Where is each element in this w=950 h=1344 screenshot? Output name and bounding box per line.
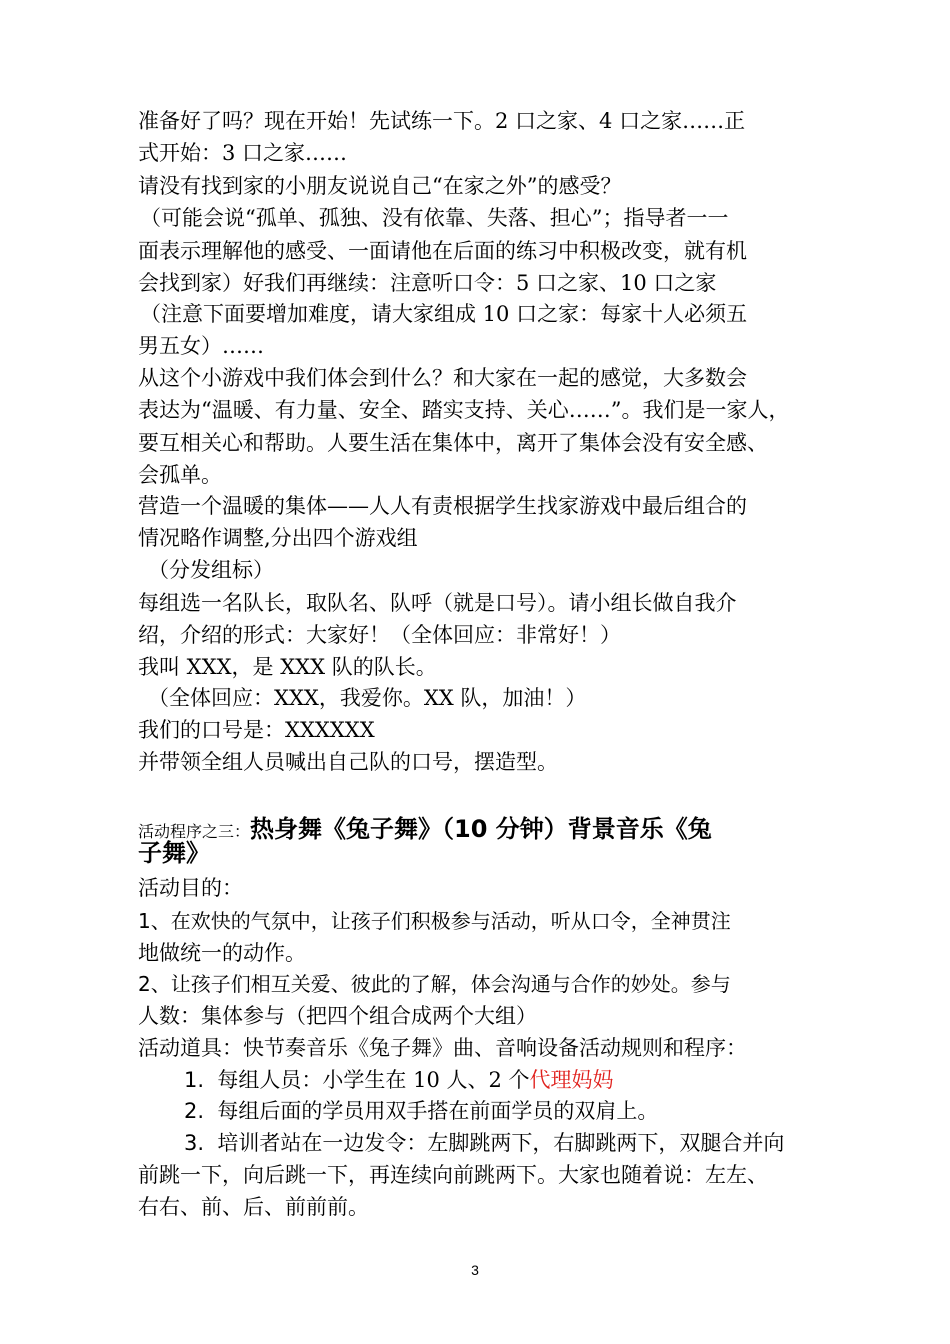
paragraph-line: （可能会说“孤单、孤独、没有依靠、失落、担心”；指导者一一 xyxy=(140,206,729,230)
list-item xyxy=(184,1064,614,1096)
list-item xyxy=(184,1095,658,1127)
list-number: 1. xyxy=(184,1068,205,1092)
paragraph-line: 请没有找到家的小朋友说说自己“在家之外”的感受？ xyxy=(138,174,622,198)
paragraph-line: 活动目的： xyxy=(138,876,243,900)
page-number: 3 xyxy=(471,1262,479,1278)
paragraph-line: 前跳一下，向后跳一下，再连续向前跳两下。大家也随着说：左左、 xyxy=(138,1163,768,1187)
paragraph-line: 活动道具：快节奏音乐《兔子舞》曲、音响设备活动规则和程序： xyxy=(138,1036,747,1060)
paragraph-line: 人数：集体参与（把四个组合成两个大组） xyxy=(138,1004,537,1028)
paragraph-line: 从这个小游戏中我们体会到什么？和大家在一起的感觉，大多数会 xyxy=(138,366,747,390)
paragraph-line: 绍，介绍的形式：大家好！（全体回应：非常好！） xyxy=(138,623,621,647)
paragraph-line: 并带领全组人员喊出自己队的口号，摆造型。 xyxy=(138,750,558,774)
paragraph-line: 男五女）…… xyxy=(138,334,264,358)
section-heading-title: 热身舞《兔子舞》（10 分钟）背景音乐《兔 xyxy=(250,815,712,843)
paragraph-line: 表达为“温暖、有力量、安全、踏实支持、关心……”。我们是一家人， xyxy=(138,398,790,422)
paragraph-line: （分发组标） xyxy=(148,558,274,582)
paragraph-line: 我们的口号是：XXXXXX xyxy=(138,718,375,742)
list-number: 2. xyxy=(184,1099,205,1123)
list-text: 培训者站在一边发令：左脚跳两下，右脚跳两下，双腿合并向 xyxy=(217,1131,785,1155)
list-item xyxy=(184,1127,784,1159)
paragraph-line: 式开始：3 口之家…… xyxy=(138,141,348,165)
paragraph-line: （全体回应：XXX，我爱你。XX 队，加油！） xyxy=(148,686,587,710)
highlighted-text: 代理妈妈 xyxy=(529,1068,614,1092)
paragraph-line: 地做统一的动作。 xyxy=(138,941,306,965)
section-heading xyxy=(138,812,712,849)
list-number: 3. xyxy=(184,1131,205,1155)
paragraph-line: 会孤单。 xyxy=(138,463,222,487)
section-heading-title-cont: 子舞》 xyxy=(138,839,210,867)
paragraph-line: 情况略作调整,分出四个游戏组 xyxy=(138,526,418,550)
paragraph-line: 2、让孩子们相互关爱、彼此的了解，体会沟通与合作的妙处。参与 xyxy=(138,972,731,996)
section-heading-prefix: 活动程序之三： xyxy=(138,822,251,841)
list-text: 每组后面的学员用双手搭在前面学员的双肩上。 xyxy=(217,1099,659,1123)
paragraph-line: 面表示理解他的感受、一面请他在后面的练习中积极改变，就有机 xyxy=(138,239,747,263)
paragraph-line: 营造一个温暖的集体——人人有责根据学生找家游戏中最后组合的 xyxy=(138,494,747,518)
paragraph-line: 每组选一名队长，取队名、队呼（就是口号）。请小组长做自我介 xyxy=(138,591,737,615)
paragraph-line: （注意下面要增加难度，请大家组成 10 口之家：每家十人必须五 xyxy=(140,302,748,326)
list-text: 每组人员：小学生在 10 人、2 个 xyxy=(217,1068,530,1092)
paragraph-line: 会找到家）好我们再继续：注意听口令：5 口之家、10 口之家 xyxy=(138,271,717,295)
paragraph-line: 要互相关心和帮助。人要生活在集体中，离开了集体会没有安全感、 xyxy=(138,431,768,455)
paragraph-line: 准备好了吗？现在开始！先试练一下。2 口之家、4 口之家……正 xyxy=(138,109,746,133)
paragraph-line: 1、在欢快的气氛中，让孩子们积极参与活动，听从口令，全神贯注 xyxy=(138,909,731,933)
paragraph-line: 我叫 XXX，是 XXX 队的队长。 xyxy=(138,655,437,679)
paragraph-line: 右右、前、后、前前前。 xyxy=(138,1195,369,1219)
